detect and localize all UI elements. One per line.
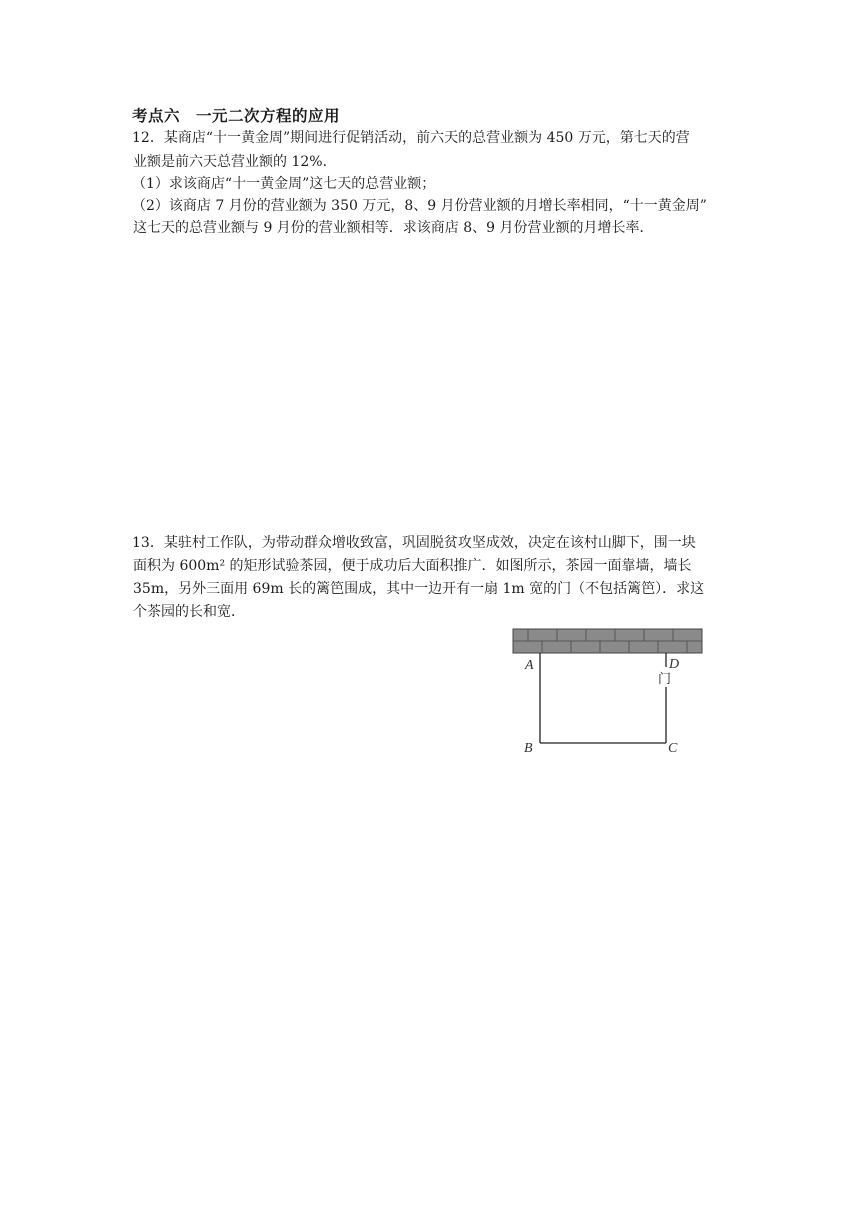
q13-line-3: 35m，另外三面用 69m 长的篱笆围成，其中一边开有一扇 1m 宽的门（不包括篱笆）．求这 (133, 581, 705, 597)
label-c: C (668, 741, 678, 756)
q13-line-2: 面积为 600m² 的矩形试验茶园，便于成功后大面积推广．如图所示，茶园一面靠墙，墙长 (133, 558, 692, 574)
fence (540, 653, 666, 743)
q12-line-3: （1）求该商店“十一黄金周”这七天的总营业额； (132, 176, 436, 192)
label-b: B (524, 741, 533, 756)
label-d: D (669, 657, 680, 672)
q13-line-4: 个茶园的长和宽． (133, 604, 245, 620)
brick-wall (513, 629, 702, 653)
label-a: A (525, 658, 534, 673)
q12-line-5: 这七天的总营业额与 9 月份的营业额相等．求该商店 8、9 月份营业额的月增长率． (133, 220, 654, 236)
section-title: 考点六 一元二次方程的应用 (132, 107, 341, 125)
q12-line-2: 业额是前六天总营业额的 12%． (133, 154, 337, 170)
q12-line-1: 12．某商店“十一黄金周”期间进行促销活动，前六天的总营业额为 450 万元，第七天的营 (132, 130, 690, 146)
door-label: 门 (658, 672, 672, 687)
q13-line-1: 13．某驻村工作队，为带动群众增收致富，巩固脱贫攻坚成效，决定在该村山脚下，围一块 (132, 535, 696, 551)
tea-garden-figure (508, 626, 708, 758)
q12-line-4: （2）该商店 7 月份的营业额为 350 万元，8、9 月份营业额的月增长率相同，“十一黄金周” (132, 198, 707, 214)
